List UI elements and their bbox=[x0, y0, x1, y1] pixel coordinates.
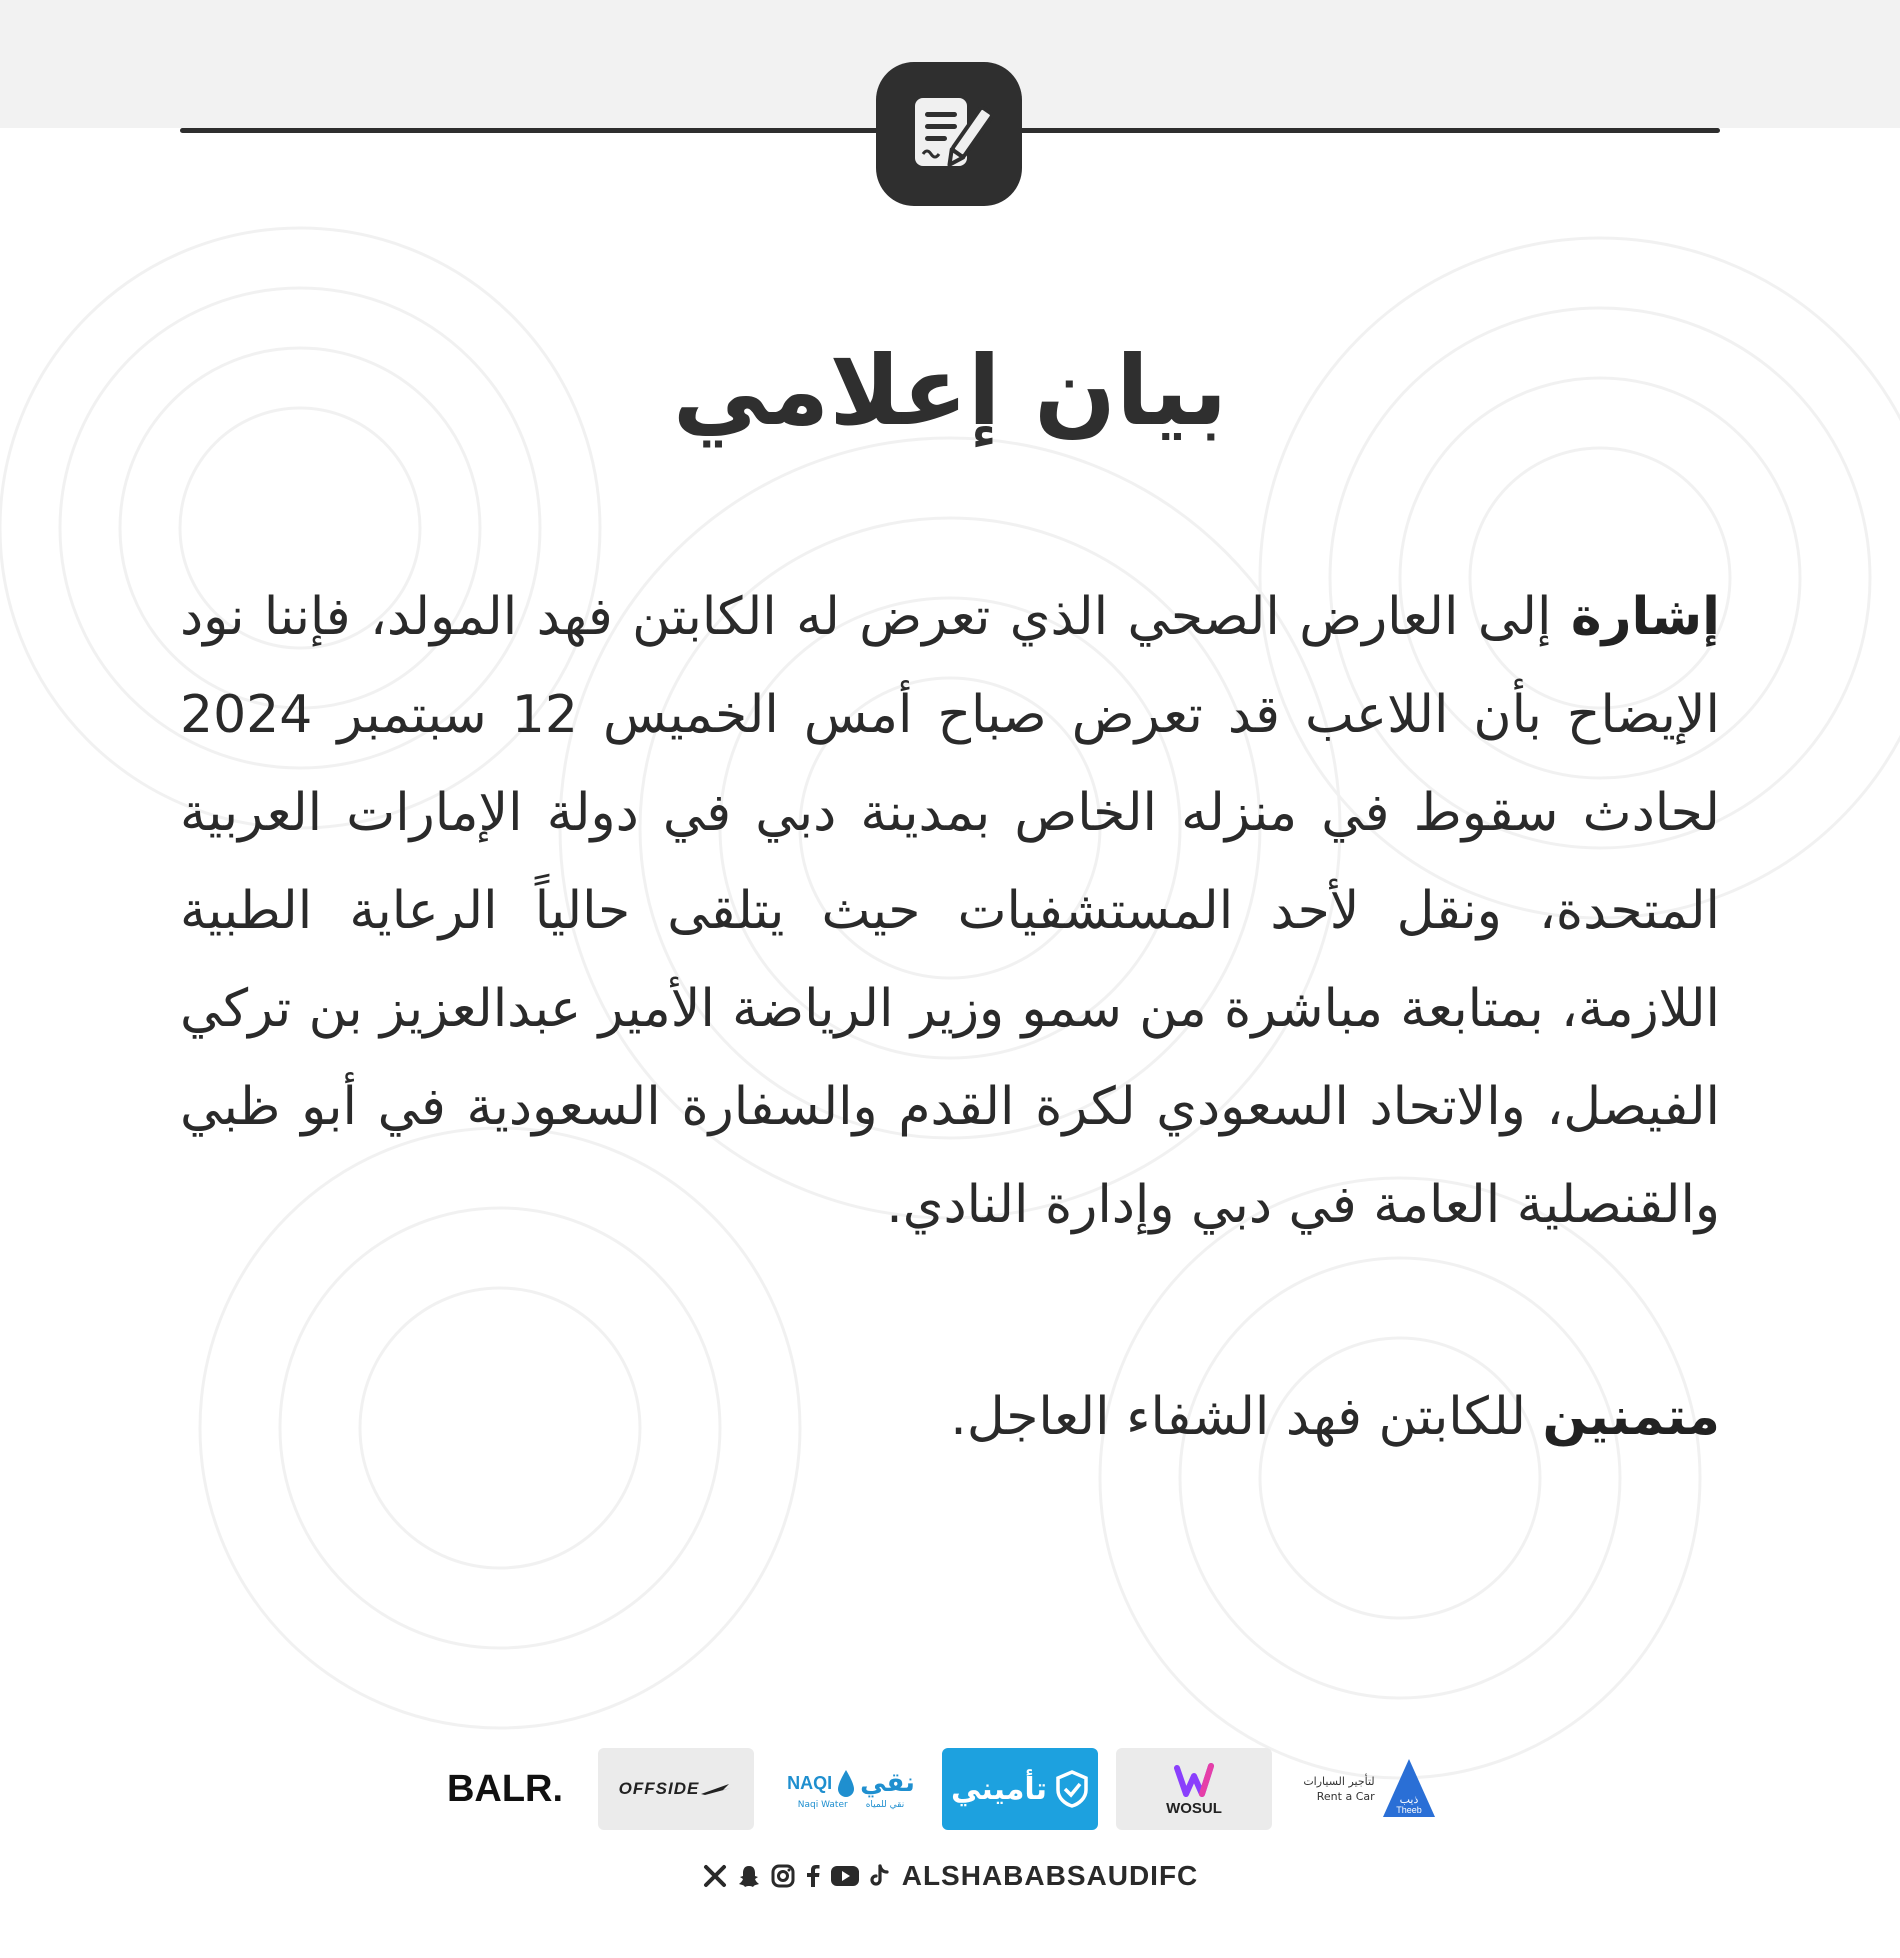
page-title: بيان إعلامي bbox=[672, 335, 1228, 447]
closing-text: للكابتن فهد الشفاء العاجل. bbox=[950, 1387, 1543, 1447]
naqi-latin: NAQI bbox=[787, 1772, 833, 1793]
x-icon[interactable] bbox=[702, 1863, 728, 1889]
sponsor-naqi-logo bbox=[776, 1748, 926, 1830]
naqi-sub-en: Naqi Water bbox=[797, 1800, 848, 1810]
offside-swoosh-icon bbox=[699, 1782, 733, 1796]
wosul-mark-icon bbox=[1174, 1762, 1214, 1798]
sponsor-offside-logo bbox=[598, 1748, 754, 1830]
sponsor-balr-logo: BALR. bbox=[446, 1767, 564, 1810]
sponsor-strip bbox=[0, 1748, 1900, 1832]
snapchat-icon[interactable] bbox=[736, 1863, 762, 1889]
theeb-en: Rent a Car bbox=[1316, 1790, 1375, 1803]
closing-line bbox=[180, 1368, 1720, 1466]
sponsor-theeb-logo bbox=[1290, 1748, 1450, 1830]
social-handle[interactable]: ALSHABABSAUDIFC bbox=[901, 1860, 1199, 1891]
youtube-icon[interactable] bbox=[830, 1863, 860, 1889]
header-divider-right bbox=[1000, 128, 1720, 133]
theeb-mark-english: Theeb bbox=[1395, 1805, 1422, 1815]
sponsor-wosul-logo bbox=[1116, 1748, 1272, 1830]
wosul-label: WOSUL bbox=[1166, 1799, 1222, 1817]
theeb-mark-arabic: ذيب bbox=[1399, 1794, 1419, 1806]
social-bar bbox=[0, 1858, 1900, 1894]
document-edit-icon bbox=[876, 62, 1022, 206]
theeb-mark-icon bbox=[1381, 1757, 1437, 1821]
theeb-ar: لتأجير السيارات bbox=[1303, 1775, 1375, 1788]
closing-lead: متمنين bbox=[1542, 1387, 1720, 1447]
facebook-icon[interactable] bbox=[804, 1863, 822, 1889]
water-drop-icon bbox=[836, 1768, 856, 1798]
statement-body bbox=[180, 568, 1720, 1254]
taminy-label: تأميني bbox=[951, 1771, 1047, 1807]
naqi-arabic: نقي bbox=[860, 1768, 915, 1798]
naqi-sub-ar: نقي للمياه bbox=[865, 1800, 905, 1810]
header-divider-left bbox=[180, 128, 900, 133]
tiktok-icon[interactable] bbox=[868, 1863, 890, 1889]
instagram-icon[interactable] bbox=[770, 1863, 796, 1889]
statement-lead: إشارة bbox=[1570, 587, 1720, 647]
sponsor-taminy-logo bbox=[942, 1748, 1098, 1830]
shield-icon bbox=[1055, 1770, 1089, 1808]
offside-label: OFFSIDE bbox=[618, 1779, 700, 1798]
statement-text: إلى العارض الصحي الذي تعرض له الكابتن فهد المولد، فإننا نود الإيضاح بأن اللاعب قد تعرض صباح أمس الخميس 12 سبتمبر 2024 لحادث سقوط في منزله الخاص بمدينة دبي في دولة الإمارات العربية المتحدة، ونقل لأحد المستشفيات حيث يتلقى حالياً الرعاية الطبية اللازمة، بمتابعة مباشرة من سمو وزير الرياضة الأمير عبدالعزيز بن تركي الفيصل، والاتحاد السعودي لكرة القدم والسفارة السعودية في أبو ظبي والقنصلية العامة في دبي وإدارة النادي. bbox=[180, 587, 1720, 1235]
